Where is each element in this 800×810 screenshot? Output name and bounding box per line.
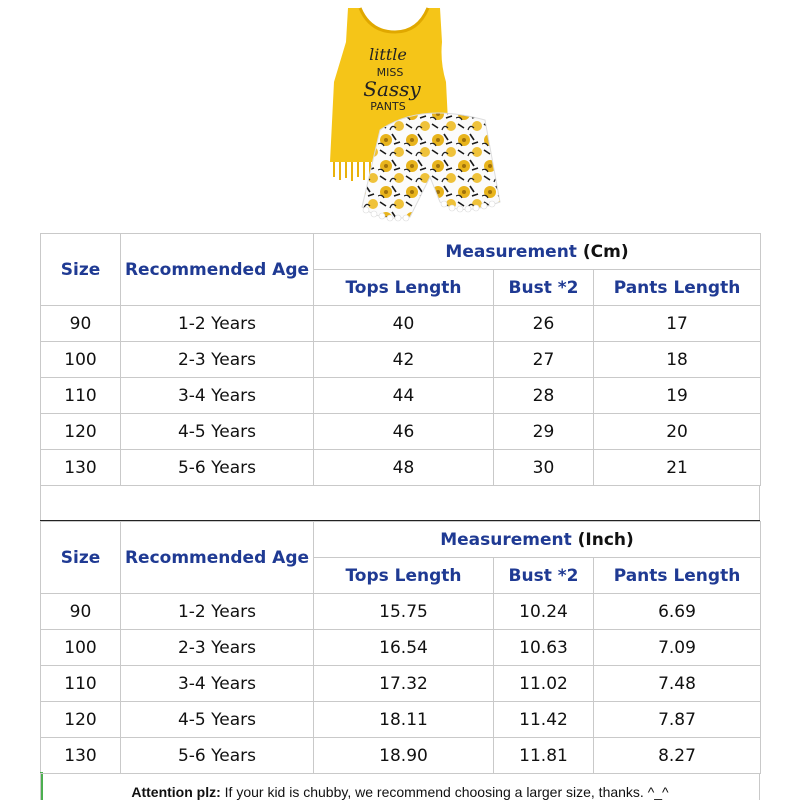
cell-bust: 28 bbox=[494, 378, 594, 414]
unit-label: (Inch) bbox=[577, 529, 634, 550]
cell-pants: 7.48 bbox=[594, 666, 761, 702]
cell-bust: 27 bbox=[494, 342, 594, 378]
cell-bust: 10.63 bbox=[494, 630, 594, 666]
col-tops-length: Tops Length bbox=[314, 558, 494, 594]
cell-size: 110 bbox=[41, 666, 121, 702]
size-header: Size bbox=[41, 234, 121, 306]
table-row bbox=[41, 306, 761, 342]
table-row bbox=[41, 630, 761, 666]
attention-label: Attention plz: bbox=[131, 784, 221, 800]
col-tops-length: Tops Length bbox=[314, 270, 494, 306]
cell-tops: 44 bbox=[314, 378, 494, 414]
cell-bust: 11.81 bbox=[494, 738, 594, 774]
cell-pants: 7.87 bbox=[594, 702, 761, 738]
top-print-line-3: Sassy bbox=[363, 77, 421, 101]
attention-text: If your kid is chubby, we recommend choosing a larger size, thanks. ^_^ bbox=[220, 784, 669, 800]
floral-shorts bbox=[362, 113, 500, 221]
cell-size: 110 bbox=[41, 378, 121, 414]
cell-pants: 20 bbox=[594, 414, 761, 450]
cell-pants: 6.69 bbox=[594, 594, 761, 630]
table-row bbox=[41, 450, 761, 486]
col-pants-length: Pants Length bbox=[594, 270, 761, 306]
cell-bust: 10.24 bbox=[494, 594, 594, 630]
cell-pants: 17 bbox=[594, 306, 761, 342]
cell-age: 4-5 Years bbox=[121, 414, 314, 450]
size-table-cm bbox=[40, 233, 761, 486]
cell-size: 120 bbox=[41, 414, 121, 450]
size-header: Size bbox=[41, 522, 121, 594]
cell-tops: 40 bbox=[314, 306, 494, 342]
measurement-header bbox=[314, 522, 761, 558]
measurement-header bbox=[314, 234, 761, 270]
col-bust: Bust *2 bbox=[494, 558, 594, 594]
measurement-label: Measurement bbox=[445, 241, 577, 262]
table-row bbox=[41, 342, 761, 378]
table-row bbox=[41, 738, 761, 774]
cell-size: 130 bbox=[41, 450, 121, 486]
cell-tops: 48 bbox=[314, 450, 494, 486]
cell-size: 100 bbox=[41, 342, 121, 378]
cell-age: 3-4 Years bbox=[121, 378, 314, 414]
cell-tops: 46 bbox=[314, 414, 494, 450]
top-print-line-1: little bbox=[369, 45, 407, 64]
table-row bbox=[41, 378, 761, 414]
cell-bust: 11.42 bbox=[494, 702, 594, 738]
cell-tops: 16.54 bbox=[314, 630, 494, 666]
cell-size: 90 bbox=[41, 306, 121, 342]
cell-size: 130 bbox=[41, 738, 121, 774]
cell-pants: 21 bbox=[594, 450, 761, 486]
cell-bust: 26 bbox=[494, 306, 594, 342]
table-row bbox=[41, 594, 761, 630]
cell-age: 5-6 Years bbox=[121, 738, 314, 774]
cell-tops: 15.75 bbox=[314, 594, 494, 630]
table-row bbox=[41, 702, 761, 738]
product-image bbox=[300, 2, 510, 234]
cell-tops: 18.90 bbox=[314, 738, 494, 774]
table-row bbox=[41, 666, 761, 702]
cell-pants: 19 bbox=[594, 378, 761, 414]
cell-bust: 29 bbox=[494, 414, 594, 450]
cell-age: 2-3 Years bbox=[121, 630, 314, 666]
cell-tops: 42 bbox=[314, 342, 494, 378]
cell-bust: 30 bbox=[494, 450, 594, 486]
cell-size: 90 bbox=[41, 594, 121, 630]
cell-size: 100 bbox=[41, 630, 121, 666]
attention-note bbox=[40, 773, 760, 800]
cell-bust: 11.02 bbox=[494, 666, 594, 702]
measurement-label: Measurement bbox=[440, 529, 572, 550]
table-spacer bbox=[40, 486, 760, 520]
cell-size: 120 bbox=[41, 702, 121, 738]
top-print-line-2: MISS bbox=[376, 66, 404, 79]
age-header: Recommended Age bbox=[121, 522, 314, 594]
cell-age: 2-3 Years bbox=[121, 342, 314, 378]
top-print-line-4: PANTS bbox=[370, 100, 406, 113]
age-header: Recommended Age bbox=[121, 234, 314, 306]
cell-pants: 7.09 bbox=[594, 630, 761, 666]
cell-tops: 18.11 bbox=[314, 702, 494, 738]
col-pants-length: Pants Length bbox=[594, 558, 761, 594]
size-table-inch bbox=[40, 521, 761, 774]
cell-tops: 17.32 bbox=[314, 666, 494, 702]
cell-age: 5-6 Years bbox=[121, 450, 314, 486]
cell-age: 1-2 Years bbox=[121, 306, 314, 342]
cell-age: 4-5 Years bbox=[121, 702, 314, 738]
cell-age: 3-4 Years bbox=[121, 666, 314, 702]
cell-age: 1-2 Years bbox=[121, 594, 314, 630]
cell-pants: 18 bbox=[594, 342, 761, 378]
unit-label: (Cm) bbox=[582, 241, 629, 262]
table-row bbox=[41, 414, 761, 450]
cell-pants: 8.27 bbox=[594, 738, 761, 774]
col-bust: Bust *2 bbox=[494, 270, 594, 306]
